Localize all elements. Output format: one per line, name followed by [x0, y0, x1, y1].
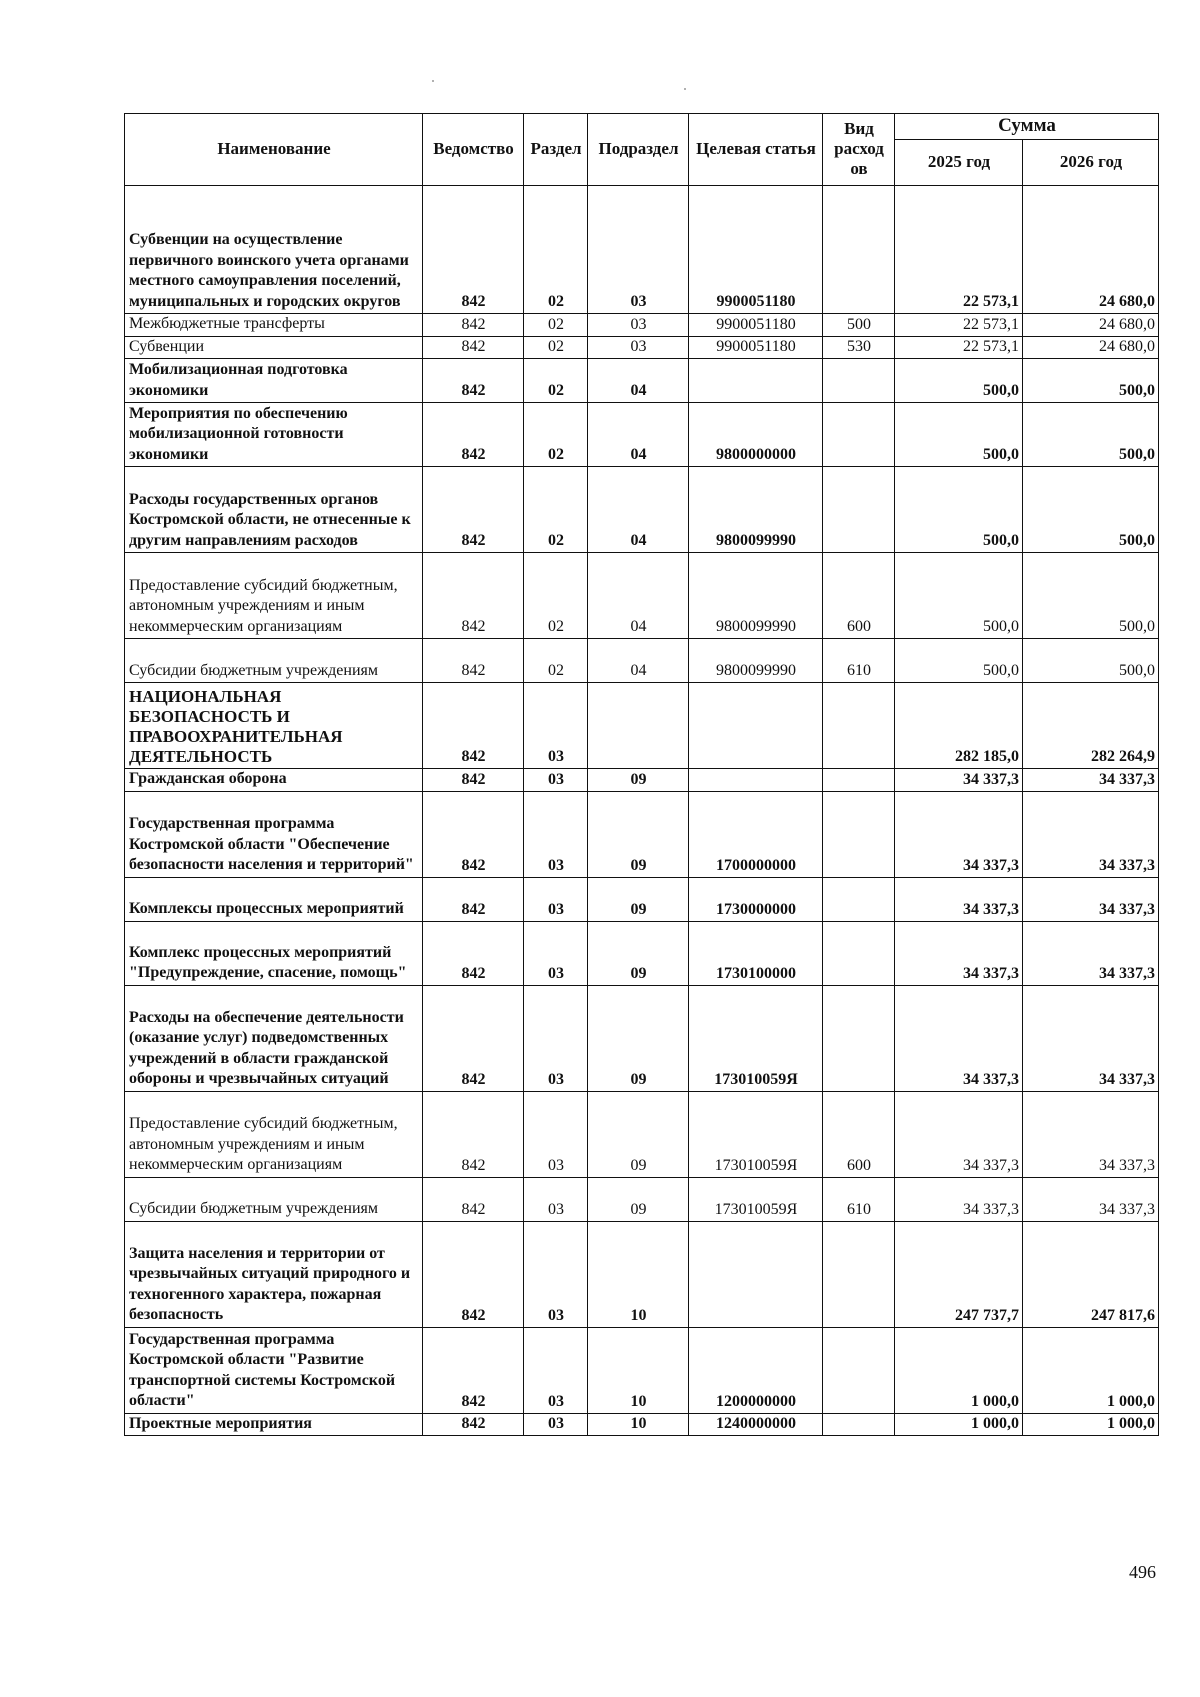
cell-sum-2025: 34 337,3 — [895, 921, 1023, 985]
cell-section: 03 — [524, 877, 588, 921]
cell-department: 842 — [423, 336, 524, 359]
table-header — [125, 114, 1159, 186]
cell-section: 03 — [524, 683, 588, 769]
cell-target-article: 1730100000 — [689, 921, 823, 985]
cell-sum-2025: 34 337,3 — [895, 1177, 1023, 1221]
cell-target-article: 173010059Я — [689, 1177, 823, 1221]
table-body — [125, 186, 1159, 1436]
cell-expense-type — [823, 186, 895, 314]
cell-department: 842 — [423, 186, 524, 314]
cell-expense-type — [823, 769, 895, 792]
cell-sum-2026: 24 680,0 — [1023, 186, 1159, 314]
cell-department: 842 — [423, 639, 524, 683]
cell-section: 02 — [524, 314, 588, 337]
header-target-article: Целевая статья — [689, 114, 823, 186]
cell-sum-2025: 500,0 — [895, 639, 1023, 683]
cell-sum-2025: 34 337,3 — [895, 791, 1023, 877]
cell-sum-2025: 34 337,3 — [895, 769, 1023, 792]
cell-subsection: 09 — [588, 921, 689, 985]
cell-expense-type — [823, 791, 895, 877]
header-expense-type: Вид расход ов — [823, 114, 895, 186]
cell-expense-type: 600 — [823, 1091, 895, 1177]
table-row — [125, 639, 1159, 683]
cell-section: 03 — [524, 791, 588, 877]
cell-subsection: 03 — [588, 186, 689, 314]
cell-name: Субвенции на осуществление первичного воинского учета органами местного самоуправления поселений, муниципальных и городских округов — [125, 186, 423, 314]
cell-section: 03 — [524, 1413, 588, 1436]
cell-name: Защита населения и территории от чрезвычайных ситуаций природного и техногенного характера, пожарная безопасность — [125, 1221, 423, 1327]
cell-expense-type — [823, 403, 895, 467]
cell-sum-2026: 282 264,9 — [1023, 683, 1159, 769]
cell-name: Субсидии бюджетным учреждениям — [125, 639, 423, 683]
cell-expense-type: 530 — [823, 336, 895, 359]
cell-target-article: 9900051180 — [689, 336, 823, 359]
cell-expense-type — [823, 1327, 895, 1413]
header-year-2025: 2025 год — [895, 140, 1023, 186]
cell-section: 02 — [524, 403, 588, 467]
header-department: Ведомство — [423, 114, 524, 186]
cell-section: 02 — [524, 467, 588, 553]
scan-speck — [684, 88, 686, 90]
cell-sum-2025: 282 185,0 — [895, 683, 1023, 769]
cell-expense-type — [823, 921, 895, 985]
cell-sum-2026: 500,0 — [1023, 639, 1159, 683]
cell-expense-type — [823, 467, 895, 553]
cell-section: 03 — [524, 1327, 588, 1413]
cell-sum-2026: 24 680,0 — [1023, 314, 1159, 337]
cell-sum-2026: 34 337,3 — [1023, 791, 1159, 877]
cell-sum-2025: 22 573,1 — [895, 336, 1023, 359]
cell-target-article: 1240000000 — [689, 1413, 823, 1436]
cell-section: 03 — [524, 985, 588, 1091]
cell-expense-type: 500 — [823, 314, 895, 337]
cell-target-article — [689, 769, 823, 792]
cell-sum-2026: 500,0 — [1023, 553, 1159, 639]
cell-target-article: 1730000000 — [689, 877, 823, 921]
cell-department: 842 — [423, 1091, 524, 1177]
cell-target-article: 9800099990 — [689, 553, 823, 639]
table-row — [125, 1413, 1159, 1436]
cell-sum-2025: 1 000,0 — [895, 1413, 1023, 1436]
cell-sum-2026: 247 817,6 — [1023, 1221, 1159, 1327]
cell-sum-2025: 34 337,3 — [895, 877, 1023, 921]
cell-department: 842 — [423, 553, 524, 639]
cell-target-article: 9800099990 — [689, 639, 823, 683]
cell-expense-type — [823, 1413, 895, 1436]
cell-sum-2025: 34 337,3 — [895, 985, 1023, 1091]
cell-sum-2026: 1 000,0 — [1023, 1413, 1159, 1436]
cell-sum-2026: 34 337,3 — [1023, 769, 1159, 792]
budget-table — [124, 113, 1159, 1436]
table-row — [125, 1177, 1159, 1221]
cell-target-article: 173010059Я — [689, 985, 823, 1091]
cell-target-article: 9900051180 — [689, 186, 823, 314]
cell-subsection: 04 — [588, 359, 689, 403]
table-row — [125, 186, 1159, 314]
cell-department: 842 — [423, 985, 524, 1091]
table-row — [125, 336, 1159, 359]
cell-name: Мероприятия по обеспечению мобилизационной готовности экономики — [125, 403, 423, 467]
cell-name: Субвенции — [125, 336, 423, 359]
table-row — [125, 877, 1159, 921]
header-section: Раздел — [524, 114, 588, 186]
table-row — [125, 553, 1159, 639]
header-year-2026: 2026 год — [1023, 140, 1159, 186]
cell-sum-2026: 1 000,0 — [1023, 1327, 1159, 1413]
cell-expense-type: 610 — [823, 1177, 895, 1221]
cell-sum-2025: 500,0 — [895, 467, 1023, 553]
cell-section: 03 — [524, 1091, 588, 1177]
cell-name: Комплексы процессных мероприятий — [125, 877, 423, 921]
cell-expense-type — [823, 359, 895, 403]
cell-section: 03 — [524, 921, 588, 985]
cell-target-article: 1700000000 — [689, 791, 823, 877]
cell-expense-type: 610 — [823, 639, 895, 683]
cell-subsection: 03 — [588, 314, 689, 337]
cell-name: Расходы государственных органов Костромской области, не отнесенные к другим направлениям расходов — [125, 467, 423, 553]
cell-department: 842 — [423, 467, 524, 553]
cell-name: НАЦИОНАЛЬНАЯ БЕЗОПАСНОСТЬ И ПРАВООХРАНИТЕЛЬНАЯ ДЕЯТЕЛЬНОСТЬ — [125, 683, 423, 769]
table-row — [125, 921, 1159, 985]
cell-name: Предоставление субсидий бюджетным, автономным учреждениям и иным некоммерческим организациям — [125, 1091, 423, 1177]
cell-department: 842 — [423, 1413, 524, 1436]
cell-department: 842 — [423, 769, 524, 792]
table-row — [125, 985, 1159, 1091]
scan-speck — [432, 80, 434, 82]
cell-name: Межбюджетные трансферты — [125, 314, 423, 337]
cell-sum-2025: 500,0 — [895, 553, 1023, 639]
table-row — [125, 1091, 1159, 1177]
cell-sum-2026: 34 337,3 — [1023, 1177, 1159, 1221]
table-row — [125, 1221, 1159, 1327]
cell-department: 842 — [423, 359, 524, 403]
cell-target-article: 9800000000 — [689, 403, 823, 467]
cell-subsection — [588, 683, 689, 769]
cell-subsection: 04 — [588, 553, 689, 639]
cell-sum-2025: 34 337,3 — [895, 1091, 1023, 1177]
cell-name: Проектные мероприятия — [125, 1413, 423, 1436]
cell-section: 02 — [524, 639, 588, 683]
cell-subsection: 10 — [588, 1413, 689, 1436]
cell-sum-2025: 500,0 — [895, 403, 1023, 467]
cell-sum-2025: 1 000,0 — [895, 1327, 1023, 1413]
cell-expense-type — [823, 683, 895, 769]
table-row — [125, 1327, 1159, 1413]
cell-sum-2025: 22 573,1 — [895, 186, 1023, 314]
cell-section: 02 — [524, 553, 588, 639]
cell-department: 842 — [423, 1221, 524, 1327]
cell-section: 02 — [524, 186, 588, 314]
cell-sum-2025: 500,0 — [895, 359, 1023, 403]
cell-target-article: 9900051180 — [689, 314, 823, 337]
cell-target-article: 9800099990 — [689, 467, 823, 553]
cell-subsection: 04 — [588, 403, 689, 467]
cell-sum-2026: 34 337,3 — [1023, 985, 1159, 1091]
cell-section: 02 — [524, 336, 588, 359]
cell-subsection: 10 — [588, 1327, 689, 1413]
cell-section: 03 — [524, 1177, 588, 1221]
cell-sum-2026: 24 680,0 — [1023, 336, 1159, 359]
cell-sum-2026: 500,0 — [1023, 467, 1159, 553]
cell-name: Расходы на обеспечение деятельности (оказание услуг) подведомственных учреждений в области гражданской обороны и чрезвычайных ситуаций — [125, 985, 423, 1091]
cell-department: 842 — [423, 403, 524, 467]
table-row — [125, 467, 1159, 553]
cell-sum-2026: 500,0 — [1023, 359, 1159, 403]
cell-subsection: 03 — [588, 336, 689, 359]
cell-target-article: 1200000000 — [689, 1327, 823, 1413]
cell-target-article — [689, 359, 823, 403]
header-sum: Сумма — [895, 114, 1159, 140]
cell-name: Комплекс процессных мероприятий "Предупреждение, спасение, помощь" — [125, 921, 423, 985]
cell-name: Субсидии бюджетным учреждениям — [125, 1177, 423, 1221]
table-row — [125, 403, 1159, 467]
header-subsection: Подраздел — [588, 114, 689, 186]
table-row — [125, 359, 1159, 403]
cell-subsection: 09 — [588, 1091, 689, 1177]
cell-sum-2025: 22 573,1 — [895, 314, 1023, 337]
cell-target-article — [689, 1221, 823, 1327]
cell-subsection: 04 — [588, 467, 689, 553]
table-row — [125, 314, 1159, 337]
header-name: Наименование — [125, 114, 423, 186]
cell-department: 842 — [423, 1177, 524, 1221]
cell-target-article: 173010059Я — [689, 1091, 823, 1177]
cell-department: 842 — [423, 1327, 524, 1413]
cell-name: Предоставление субсидий бюджетным, автономным учреждениям и иным некоммерческим организациям — [125, 553, 423, 639]
cell-sum-2026: 34 337,3 — [1023, 921, 1159, 985]
cell-name: Гражданская оборона — [125, 769, 423, 792]
cell-subsection: 09 — [588, 791, 689, 877]
cell-subsection: 04 — [588, 639, 689, 683]
cell-sum-2025: 247 737,7 — [895, 1221, 1023, 1327]
table-row — [125, 791, 1159, 877]
cell-sum-2026: 500,0 — [1023, 403, 1159, 467]
table-row — [125, 769, 1159, 792]
cell-target-article — [689, 683, 823, 769]
cell-section: 03 — [524, 769, 588, 792]
table-row — [125, 683, 1159, 769]
cell-expense-type — [823, 877, 895, 921]
cell-expense-type — [823, 1221, 895, 1327]
cell-expense-type — [823, 985, 895, 1091]
cell-department: 842 — [423, 683, 524, 769]
cell-department: 842 — [423, 921, 524, 985]
cell-subsection: 09 — [588, 877, 689, 921]
cell-subsection: 09 — [588, 985, 689, 1091]
page-number: 496 — [1129, 1562, 1156, 1582]
cell-sum-2026: 34 337,3 — [1023, 1091, 1159, 1177]
cell-subsection: 09 — [588, 769, 689, 792]
cell-name: Мобилизационная подготовка экономики — [125, 359, 423, 403]
cell-department: 842 — [423, 791, 524, 877]
cell-expense-type: 600 — [823, 553, 895, 639]
cell-subsection: 09 — [588, 1177, 689, 1221]
cell-section: 02 — [524, 359, 588, 403]
cell-section: 03 — [524, 1221, 588, 1327]
cell-name: Государственная программа Костромской области "Развитие транспортной системы Костромской области" — [125, 1327, 423, 1413]
cell-department: 842 — [423, 877, 524, 921]
cell-department: 842 — [423, 314, 524, 337]
cell-sum-2026: 34 337,3 — [1023, 877, 1159, 921]
cell-name: Государственная программа Костромской области "Обеспечение безопасности населения и территорий" — [125, 791, 423, 877]
cell-subsection: 10 — [588, 1221, 689, 1327]
